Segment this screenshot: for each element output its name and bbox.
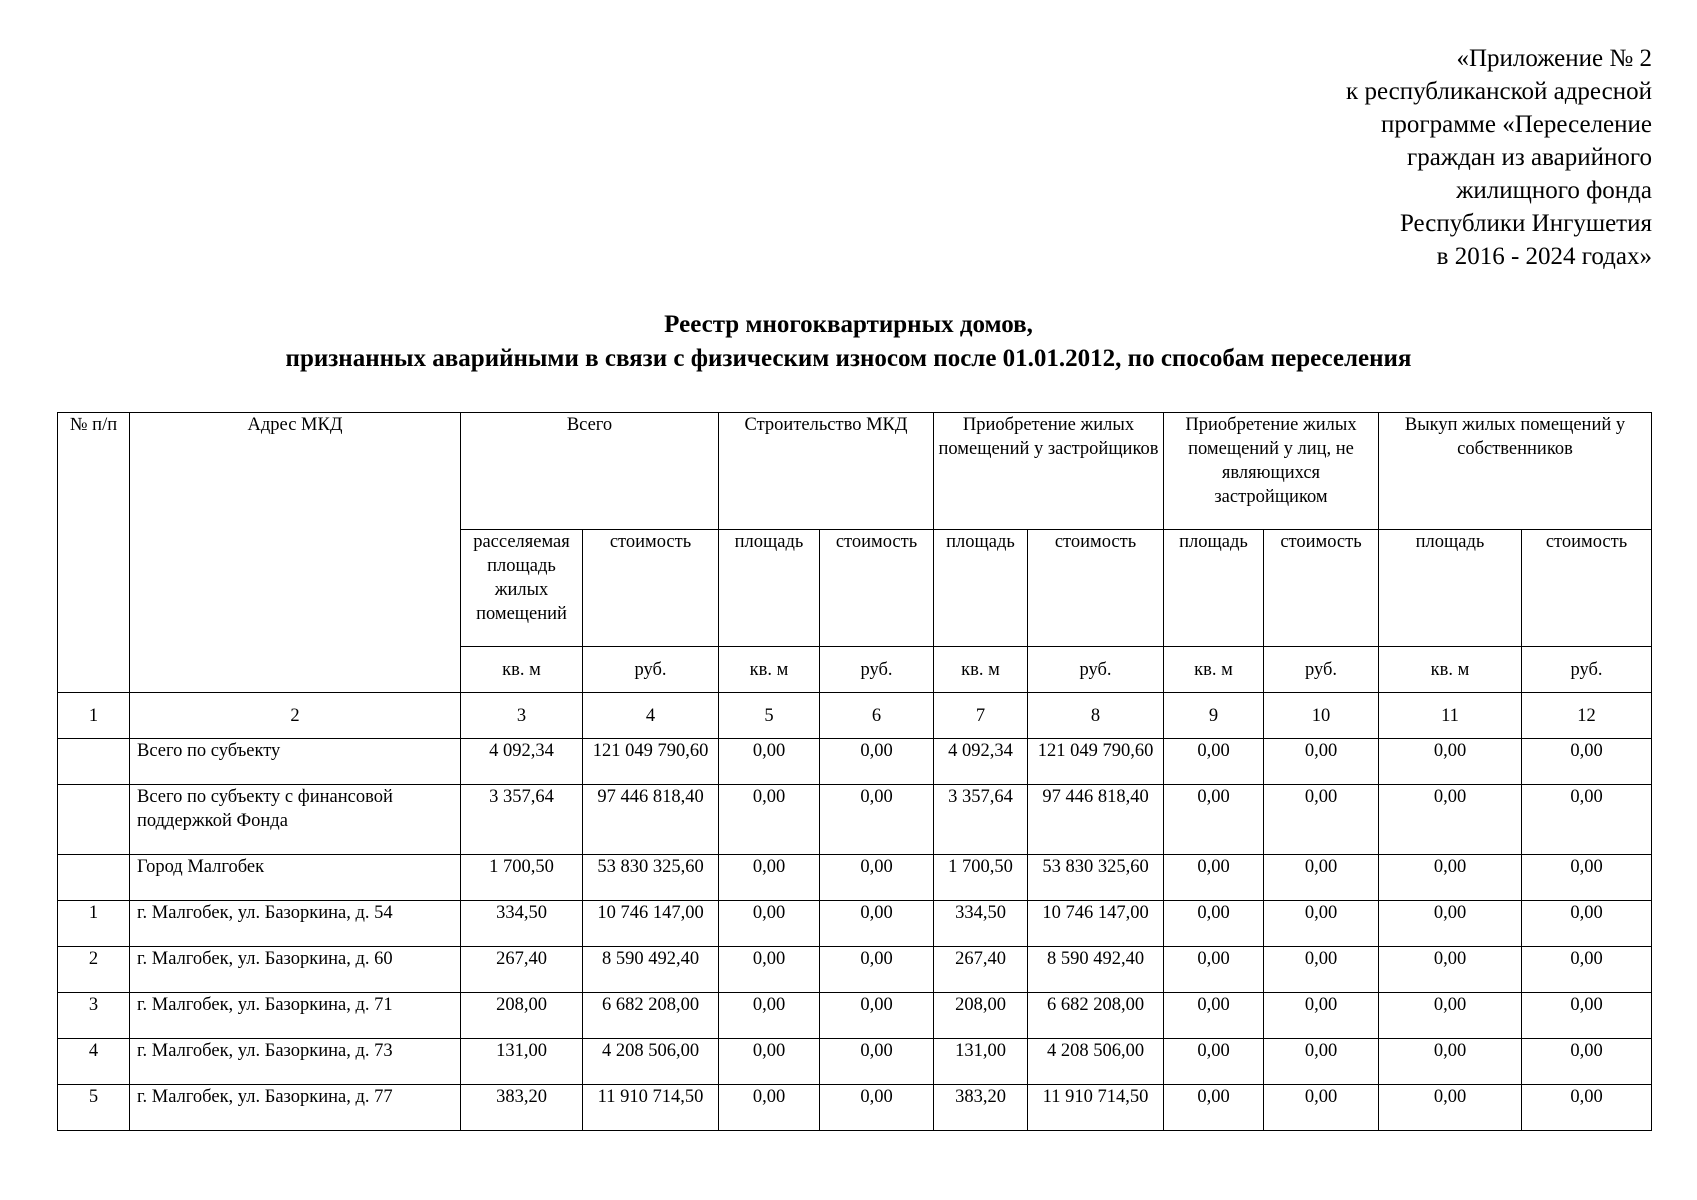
subheader-cost: стоимость [1522, 530, 1652, 647]
column-number: 4 [583, 693, 719, 739]
table-row [58, 1039, 1652, 1085]
row-value: 4 092,34 [934, 739, 1028, 785]
appendix-line: жилищного фонда [1456, 177, 1652, 204]
table-row [58, 947, 1652, 993]
table-row [58, 993, 1652, 1039]
row-value: 0,00 [1264, 1085, 1379, 1131]
column-number: 10 [1264, 693, 1379, 739]
row-value: 334,50 [934, 901, 1028, 947]
column-number: 8 [1028, 693, 1164, 739]
row-value: 0,00 [719, 1085, 820, 1131]
subheader-cost: стоимость [820, 530, 934, 647]
row-value: 383,20 [461, 1085, 583, 1131]
row-value: 0,00 [719, 947, 820, 993]
title-line: признанных аварийными в связи с физическим износом после 01.01.2012, по способам переселения [285, 345, 1412, 372]
row-value: 0,00 [1379, 947, 1522, 993]
row-value: 8 590 492,40 [1028, 947, 1164, 993]
row-number [58, 739, 130, 785]
subheader-cost: стоимость [1028, 530, 1164, 647]
row-value: 0,00 [1264, 1039, 1379, 1085]
column-number: 6 [820, 693, 934, 739]
row-value: 0,00 [1264, 855, 1379, 901]
table-row [58, 739, 1652, 785]
row-number: 4 [58, 1039, 130, 1085]
row-value: 0,00 [1164, 993, 1264, 1039]
row-address: Город Малгобек [130, 855, 461, 901]
row-value: 1 700,50 [461, 855, 583, 901]
row-value: 0,00 [820, 739, 934, 785]
header-construction: Строительство МКД [719, 413, 934, 530]
subheader-area: площадь [719, 530, 820, 647]
row-value: 208,00 [934, 993, 1028, 1039]
row-value: 0,00 [719, 855, 820, 901]
row-value: 0,00 [719, 785, 820, 855]
row-value: 8 590 492,40 [583, 947, 719, 993]
unit-sqm: кв. м [1164, 647, 1264, 693]
row-value: 0,00 [1522, 901, 1652, 947]
row-value: 0,00 [1264, 901, 1379, 947]
row-value: 121 049 790,60 [583, 739, 719, 785]
row-value: 10 746 147,00 [1028, 901, 1164, 947]
unit-rub: руб. [1264, 647, 1379, 693]
row-value: 0,00 [1164, 1085, 1264, 1131]
row-value: 97 446 818,40 [1028, 785, 1164, 855]
row-value: 131,00 [934, 1039, 1028, 1085]
row-value: 0,00 [719, 901, 820, 947]
row-value: 0,00 [1264, 739, 1379, 785]
row-value: 11 910 714,50 [583, 1085, 719, 1131]
row-address: Всего по субъекту с финансовой поддержкой Фонда [130, 785, 461, 855]
row-value: 0,00 [820, 785, 934, 855]
row-value: 53 830 325,60 [583, 855, 719, 901]
table-row [58, 785, 1652, 855]
row-value: 0,00 [1264, 785, 1379, 855]
column-number: 2 [130, 693, 461, 739]
column-number: 11 [1379, 693, 1522, 739]
row-value: 4 208 506,00 [1028, 1039, 1164, 1085]
row-value: 0,00 [719, 993, 820, 1039]
registry-table [57, 412, 1652, 1131]
header-buyout: Выкуп жилых помещений у собственников [1379, 413, 1652, 530]
row-value: 0,00 [1379, 739, 1522, 785]
row-address: Всего по субъекту [130, 739, 461, 785]
row-value: 97 446 818,40 [583, 785, 719, 855]
row-number [58, 855, 130, 901]
row-value: 0,00 [1164, 947, 1264, 993]
row-value: 0,00 [820, 947, 934, 993]
table-row [58, 855, 1652, 901]
row-value: 0,00 [1264, 993, 1379, 1039]
row-value: 267,40 [461, 947, 583, 993]
unit-sqm: кв. м [1379, 647, 1522, 693]
row-number [58, 785, 130, 855]
header-address: Адрес МКД [130, 413, 461, 693]
column-number: 12 [1522, 693, 1652, 739]
row-value: 0,00 [1264, 947, 1379, 993]
appendix-note [1346, 42, 1652, 273]
row-value: 267,40 [934, 947, 1028, 993]
row-value: 3 357,64 [934, 785, 1028, 855]
row-value: 0,00 [719, 1039, 820, 1085]
row-value: 3 357,64 [461, 785, 583, 855]
row-value: 0,00 [1164, 1039, 1264, 1085]
subheader-cost: стоимость [583, 530, 719, 647]
subheader-resettled-area: расселяемая площадь жилых помещений [461, 530, 583, 647]
row-number: 1 [58, 901, 130, 947]
subheader-area: площадь [1164, 530, 1264, 647]
row-value: 4 092,34 [461, 739, 583, 785]
document-title [0, 308, 1697, 376]
title-line: Реестр многоквартирных домов, [664, 311, 1033, 338]
row-value: 0,00 [1164, 855, 1264, 901]
row-value: 0,00 [820, 1039, 934, 1085]
row-address: г. Малгобек, ул. Базоркина, д. 60 [130, 947, 461, 993]
row-value: 0,00 [1379, 1039, 1522, 1085]
appendix-line: программе «Переселение [1380, 111, 1652, 138]
row-address: г. Малгобек, ул. Базоркина, д. 54 [130, 901, 461, 947]
row-value: 10 746 147,00 [583, 901, 719, 947]
row-value: 0,00 [820, 1085, 934, 1131]
row-value: 131,00 [461, 1039, 583, 1085]
row-value: 0,00 [1164, 739, 1264, 785]
header-num: № п/п [58, 413, 130, 693]
column-number-row [58, 693, 1652, 739]
row-address: г. Малгобек, ул. Базоркина, д. 71 [130, 993, 461, 1039]
column-number: 3 [461, 693, 583, 739]
row-value: 383,20 [934, 1085, 1028, 1131]
row-value: 1 700,50 [934, 855, 1028, 901]
row-value: 11 910 714,50 [1028, 1085, 1164, 1131]
column-number: 9 [1164, 693, 1264, 739]
row-value: 0,00 [820, 901, 934, 947]
appendix-line: «Приложение № 2 [1456, 45, 1652, 72]
subheader-area: площадь [934, 530, 1028, 647]
row-value: 0,00 [1522, 1085, 1652, 1131]
subheader-area: площадь [1379, 530, 1522, 647]
row-value: 0,00 [1379, 993, 1522, 1039]
row-value: 0,00 [1522, 947, 1652, 993]
row-value: 0,00 [1379, 1085, 1522, 1131]
unit-sqm: кв. м [719, 647, 820, 693]
table-row [58, 1085, 1652, 1131]
appendix-line: к республиканской адресной [1346, 78, 1652, 105]
row-value: 0,00 [1379, 901, 1522, 947]
row-value: 0,00 [820, 993, 934, 1039]
appendix-line: Республики Ингушетия [1399, 210, 1652, 237]
unit-sqm: кв. м [461, 647, 583, 693]
row-address: г. Малгобек, ул. Базоркина, д. 73 [130, 1039, 461, 1085]
row-value: 121 049 790,60 [1028, 739, 1164, 785]
row-value: 6 682 208,00 [1028, 993, 1164, 1039]
row-value: 0,00 [1522, 855, 1652, 901]
unit-sqm: кв. м [934, 647, 1028, 693]
unit-rub: руб. [1028, 647, 1164, 693]
column-number: 1 [58, 693, 130, 739]
row-value: 6 682 208,00 [583, 993, 719, 1039]
row-value: 0,00 [820, 855, 934, 901]
row-value: 53 830 325,60 [1028, 855, 1164, 901]
header-total: Всего [461, 413, 719, 530]
row-address: г. Малгобек, ул. Базоркина, д. 77 [130, 1085, 461, 1131]
appendix-line: граждан из аварийного [1406, 144, 1652, 171]
row-value: 0,00 [1522, 785, 1652, 855]
row-value: 0,00 [1522, 993, 1652, 1039]
column-number: 7 [934, 693, 1028, 739]
header-purchase-non-developers: Приобретение жилых помещений у лиц, не являющихся застройщиком [1164, 413, 1379, 530]
row-value: 0,00 [1522, 1039, 1652, 1085]
appendix-line: в 2016 - 2024 годах» [1436, 243, 1652, 270]
row-number: 2 [58, 947, 130, 993]
row-value: 4 208 506,00 [583, 1039, 719, 1085]
row-value: 0,00 [719, 739, 820, 785]
row-value: 208,00 [461, 993, 583, 1039]
unit-rub: руб. [1522, 647, 1652, 693]
row-value: 0,00 [1164, 785, 1264, 855]
row-value: 0,00 [1164, 901, 1264, 947]
unit-rub: руб. [820, 647, 934, 693]
row-value: 334,50 [461, 901, 583, 947]
row-value: 0,00 [1379, 855, 1522, 901]
row-number: 5 [58, 1085, 130, 1131]
column-number: 5 [719, 693, 820, 739]
table-row [58, 901, 1652, 947]
row-value: 0,00 [1522, 739, 1652, 785]
header-purchase-developers: Приобретение жилых помещений у застройщиков [934, 413, 1164, 530]
row-number: 3 [58, 993, 130, 1039]
row-value: 0,00 [1379, 785, 1522, 855]
subheader-cost: стоимость [1264, 530, 1379, 647]
unit-rub: руб. [583, 647, 719, 693]
